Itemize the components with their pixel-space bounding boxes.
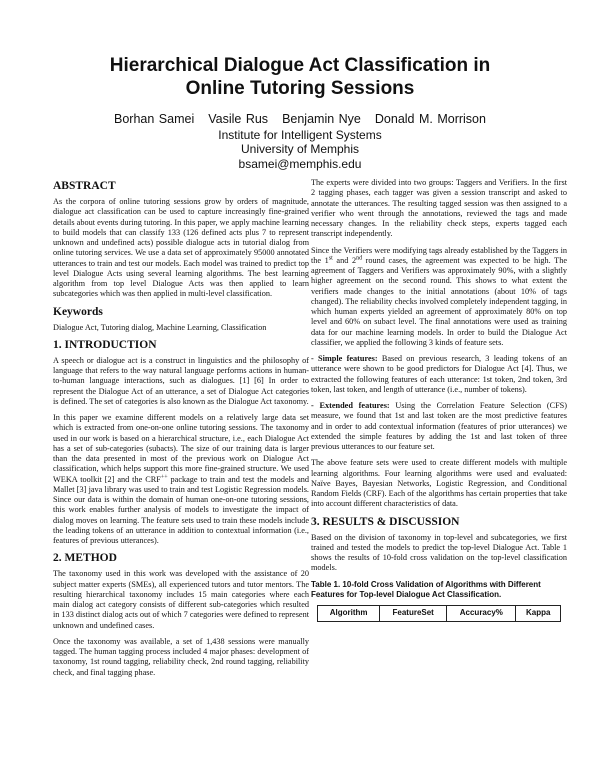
method-text-part: and 2 bbox=[332, 255, 357, 265]
author-name: Donald M. Morrison bbox=[374, 112, 486, 126]
method-text-part: Since the Verifiers were modifying tags already established by the Taggers in the 1 bbox=[311, 245, 567, 265]
table-header-row bbox=[318, 605, 561, 621]
table-header-cell: FeatureSet bbox=[380, 605, 447, 621]
method-paragraph: The experts were divided into two groups: Taggers and Verifiers. In the first 2 tagging phases, each tagger was given a session transcript and asked to annotate the utterances. The resulting tagged session was then assigned to a verifier who went through the annotations, reviewed the tags and made necessary changes. In the reliability check steps, experts tagged each transcript independently. bbox=[311, 178, 567, 239]
simple-features-label: - Simple features: bbox=[311, 354, 378, 363]
method-paragraph: The taxonomy used in this work was developed with the assistance of 20 subject matter experts (SMEs), all experienced tutors and tutor mentors. The resulting hierarchical taxonomy includes 15 main categories where each main dialog act category consists of different sub-categories which resulted in 133 distinct dialog acts out of which 7 categories were defined to represent unknown and undefined cases. bbox=[53, 569, 309, 630]
method-heading: 2. METHOD bbox=[53, 552, 117, 565]
author-name: Borhan Samei bbox=[114, 112, 195, 126]
extended-features-paragraph bbox=[311, 401, 567, 452]
table-header-cell: Kappa bbox=[516, 605, 561, 621]
abstract-text: As the corpora of online tutoring sessions grow by orders of magnitude, dialogue act classification can be used to capture increasingly fine-grained details about events during tutoring. In this paper, we apply machine learning to build models that can classify 133 (126 defined acts plus 7 to represent unknown and undefined acts) possible dialogue acts in tutorial dialog from online tutoring services. We use a data set of approximately 95000 annotated utterances to train and test our models. Each model was trained to predict top level Dialogue Acts using several learning algorithms. The best learning algorithm from top level Dialogue Acts was then applied to learn subcategories which was then applied in multi-level classification. bbox=[53, 197, 309, 299]
right-column bbox=[311, 178, 567, 622]
affiliation: Institute for Intelligent Systems bbox=[218, 127, 382, 142]
introduction-heading: 1. INTRODUCTION bbox=[53, 338, 157, 351]
author-block bbox=[0, 112, 600, 171]
table-caption: Table 1. 10-fold Cross Validation of Algorithms with Different Features for Top-level Dialogue Act Classification. bbox=[311, 579, 541, 599]
introduction-paragraph bbox=[53, 413, 309, 546]
keywords-heading: Keywords bbox=[53, 305, 103, 318]
author-names bbox=[0, 112, 600, 127]
title-line-2: Online Tutoring Sessions bbox=[185, 78, 415, 99]
superscript: ++ bbox=[160, 473, 168, 480]
intro-text-part: package to train and test the models and Mallet [3] java library was used to train and test Logistic Regression models. Since our data is within the domain of human one-on-one tutoring sessions, this work enables further analysis of models to investigate the impact of dialog moves on learning. The feature sets used to train these models include the leading tokens of an utterance in addition to contextual information (i.e., features of previous utterances). bbox=[53, 474, 309, 545]
introduction-paragraph: A speech or dialogue act is a construct in linguistics and the philosophy of language that refers to the way natural language performs actions in human-to-human language interactions, such as dialogues. [1] [6] In order to represent the Dialogue Act of an utterance, a set of Dialogue Act categories is defined. The set of categories is also known as the Dialogue Act taxonomy. bbox=[53, 355, 309, 406]
university: University of Memphis bbox=[240, 142, 360, 156]
left-column bbox=[53, 178, 309, 684]
title-line-1: Hierarchical Dialogue Act Classification in bbox=[109, 55, 491, 76]
simple-features-text: Based on previous research, 3 leading tokens of an utterance were shown to be good predictors for Dialogue Act [4]. Thus, we extracted the following features of each utterance: 1st token, 2nd token, 3rd token, last token, and length of utterance (i.e., number of tokens). bbox=[311, 354, 567, 394]
author-email: bsamei@memphis.edu bbox=[238, 156, 362, 171]
method-paragraph bbox=[311, 246, 567, 349]
method-text-part: round cases, the agreement was expected to be high. The agreement of Taggers and Verifiers was approximately 90%, with a slightly higher agreement on the second round. This shows to what extent the verifiers made changes to the initial annotations (about 10% of tags changed). The reliability checks involved completely independent tagging, in which human experts yielded an agreement of approximately 80% on top level and 60% on subact level. The final annotations were used as training data for our machine learning models. In order to build the Dialogue Act classifier, we applied the following 3 kinds of feature sets. bbox=[311, 255, 567, 347]
table-header-cell: Accuracy% bbox=[447, 605, 516, 621]
results-paragraph: Based on the division of taxonomy in top-level and subcategories, we first trained and tested the models to predict the top-level Dialogue Act. Table 1 shows the results of 10-fold cross validation on the top-level classification models. bbox=[311, 532, 567, 573]
superscript: st bbox=[328, 255, 333, 261]
method-paragraph: The above feature sets were used to create different models with multiple learning algorithms. Four learning algorithms were used and evaluated: Naïve Bayes, Bayesian Networks, Logistic Regression, and Conditional Random Fields (CRF). Each of the algorithms has certain properties that take into account different characteristics of data. bbox=[311, 458, 567, 509]
superscript: nd bbox=[356, 255, 363, 261]
author-name: Benjamin Nye bbox=[282, 112, 361, 126]
extended-features-label: - Extended features: bbox=[311, 401, 390, 410]
table-header-cell: Algorithm bbox=[318, 605, 380, 621]
results-heading: 3. RESULTS & DISCUSSION bbox=[311, 515, 460, 528]
abstract-heading: ABSTRACT bbox=[53, 180, 116, 192]
method-paragraph: Once the taxonomy was available, a set of 1,438 sessions were manually tagged. The human tagging process included 4 major phases: development of taxonomy, 1st round tagging, reliability check, 2nd round tagging, reliability check, and final tagging phase. bbox=[53, 636, 309, 677]
paper-title bbox=[0, 54, 600, 100]
author-name: Vasile Rus bbox=[208, 112, 269, 126]
keywords-text: Dialogue Act, Tutoring dialog, Machine Learning, Classification bbox=[53, 322, 267, 332]
extended-features-text: Using the Correlation Feature Selection (CFS) measure, we found that 1st and last token are the most predictive features and in order to add contextual information (features of prior utterances) we extended the simple features by adding the 1st and last token of three previous utterances to our feature set. bbox=[311, 401, 567, 451]
results-table bbox=[317, 605, 561, 622]
simple-features-paragraph bbox=[311, 354, 567, 395]
intro-text-part: In this paper we examine different models on a relatively large data set which is extracted from one-on-one online tutoring sessions. The taxonomy used in our work is based on a hierarchical structure, i.e., each Dialogue Act has a set of sub-categories (subacts). The size of our training data is larger than the data presented in most of the previous work on Dialogue Act classification, which helps support this more fine-grained structure. We used WEKA toolkit [2] and the CRF bbox=[53, 413, 309, 484]
